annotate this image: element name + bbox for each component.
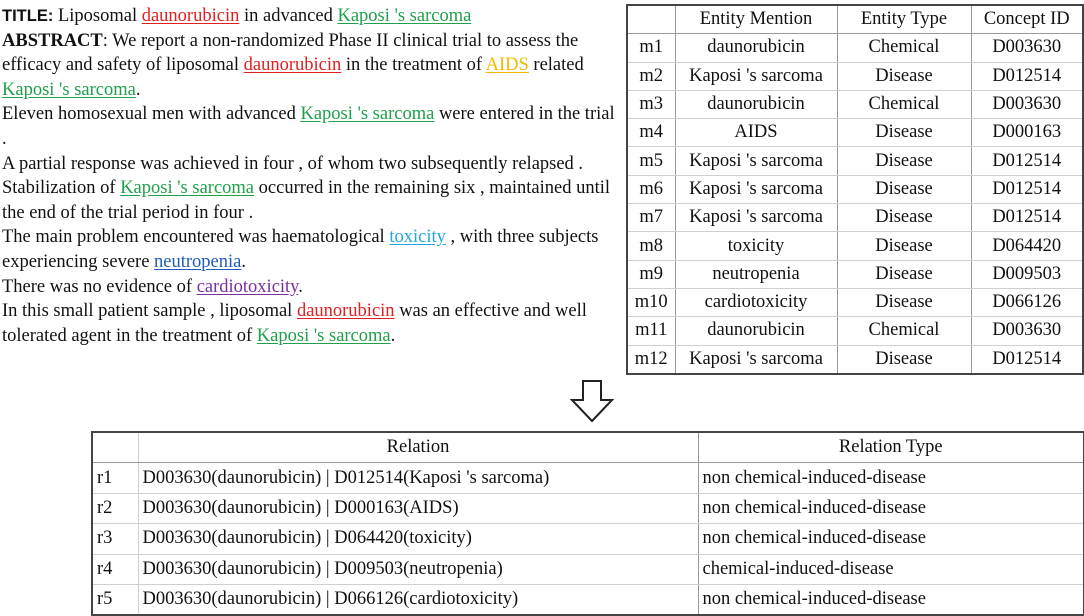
entity-row-type: Disease [837,147,971,175]
entity-row-index: m2 [627,62,675,90]
sentence-text: in the treatment of [341,55,486,76]
entity-table-row [627,232,1083,260]
relation-row-relation: D003630(daunorubicin) | D000163(AIDS) [138,493,698,523]
entity-row-mention: daunorubicin [675,34,837,62]
entity-row-concept-id: D012514 [971,62,1083,90]
entity-row-type: Disease [837,288,971,316]
relation-header-type: Relation Type [698,432,1084,463]
entity-row-concept-id: D066126 [971,288,1083,316]
entity-row-concept-id: D009503 [971,260,1083,288]
entity-toxicity: toxicity [389,227,446,248]
entity-header-index [627,5,675,34]
abstract-sentence-3: A partial response was achieved in four , of whom two subsequently relapsed . [2,153,584,174]
sentence-text: were entered in the trial . [2,104,615,149]
entity-row-concept-id: D003630 [971,317,1083,345]
relation-row-relation: D003630(daunorubicin) | D009503(neutropenia) [138,554,698,584]
relation-row-type: non chemical-induced-disease [698,463,1084,493]
sentence-text: There was no evidence of [2,276,197,297]
sentence-text: . [241,251,246,272]
abstract-label: ABSTRACT [2,30,103,51]
sentence-text: Eleven homosexual men with advanced [2,104,301,125]
entity-row-type: Disease [837,62,971,90]
relation-row-index: r1 [92,463,138,493]
entity-table-row [627,147,1083,175]
sentence-text: . [298,276,303,297]
entity-row-concept-id: D003630 [971,34,1083,62]
entity-row-concept-id: D000163 [971,119,1083,147]
sentence-text: The main problem encountered was haematological [2,227,390,248]
entity-row-type: Disease [837,232,971,260]
relation-table-row [92,524,1084,554]
entity-aids: AIDS [485,55,529,76]
relation-row-relation: D003630(daunorubicin) | D066126(cardiotoxicity) [138,584,698,615]
entity-daunorubicin: daunorubicin [141,6,240,26]
entity-table-row [627,317,1083,345]
entity-row-type: Disease [837,345,971,374]
sentence-text: . [135,79,141,100]
title-text: Liposomal [53,6,142,26]
down-arrow-icon [570,379,614,423]
entity-row-concept-id: D012514 [992,348,1062,369]
entity-row-type: Chemical [837,317,971,345]
relation-row-type: non chemical-induced-disease [702,589,926,610]
abstract-text-block [2,4,620,348]
entity-row-index: m3 [627,90,675,118]
entity-row-type: Disease [837,204,971,232]
entity-row-index: m9 [627,260,675,288]
entity-row-concept-id: D064420 [971,232,1083,260]
entity-row-concept-id: D012514 [971,147,1083,175]
entity-row-index: m8 [627,232,675,260]
entity-daunorubicin: daunorubicin [243,55,342,76]
entity-row-mention: daunorubicin [675,317,837,345]
entity-row-index: m4 [627,119,675,147]
relation-row-index: r5 [92,584,138,615]
relation-header-relation: Relation [138,432,698,463]
entity-kaposi-sarcoma: Kaposi 's sarcoma [300,104,435,125]
entity-kaposi-sarcoma: Kaposi 's sarcoma [120,178,255,199]
entity-row-index: m6 [627,175,675,203]
relation-row-type: non chemical-induced-disease [698,524,1084,554]
entity-row-mention: neutropenia [675,260,837,288]
entity-table-row [627,345,1083,374]
entity-row-mention: Kaposi 's sarcoma [675,204,837,232]
entity-cardiotoxicity: cardiotoxicity [196,276,299,297]
entity-row-type: Disease [837,260,971,288]
relation-table [91,431,1084,616]
sentence-text: occurred in the remaining six , maintained until the end of the trial period in four . [2,178,611,223]
entity-row-concept-id: D003630 [971,90,1083,118]
entity-table-row [627,288,1083,316]
relation-row-index: r4 [92,554,138,584]
entity-header-mention: Entity Mention [675,5,837,34]
entity-row-mention: toxicity [675,232,837,260]
relation-row-relation: D003630(daunorubicin) | D012514(Kaposi 's sarcoma) [138,463,698,493]
entity-row-index: m7 [627,204,675,232]
entity-row-type: Chemical [837,34,971,62]
title-label: TITLE: [2,7,54,25]
relation-row-relation: D003630(daunorubicin) | D064420(toxicity) [138,524,698,554]
entity-row-concept-id: D012514 [971,204,1083,232]
entity-table-row [627,204,1083,232]
sentence-text: : We report a non-randomized Phase II clinical trial to assess the efficacy and safety of liposomal [2,30,579,76]
entity-row-mention: Kaposi 's sarcoma [675,345,837,374]
sentence-text: . [390,325,396,346]
sentence-text: In this small patient sample , liposomal [2,301,297,322]
entity-table-row [627,62,1083,90]
title-line [2,4,620,29]
entity-row-mention: daunorubicin [675,90,837,118]
entity-row-mention: cardiotoxicity [675,288,837,316]
relation-row-type: chemical-induced-disease [698,554,1084,584]
entity-table-header-row [627,5,1083,34]
entity-row-type: Chemical [837,90,971,118]
sentence-text: related [528,55,584,76]
entity-row-mention: AIDS [675,119,837,147]
entity-daunorubicin: daunorubicin [296,301,395,322]
entity-table-row [627,119,1083,147]
relation-row-index: r3 [92,524,138,554]
entity-table-row [627,90,1083,118]
relation-table-header-row [92,432,1084,463]
sentence-text: Stabilization of [2,178,121,199]
entity-row-index: m12 [627,345,675,374]
entity-row-index: m10 [627,288,675,316]
entity-row-mention: Kaposi 's sarcoma [675,175,837,203]
relation-table-row [92,493,1084,523]
entity-header-type: Entity Type [837,5,971,34]
abstract-sentence-2 [2,102,620,151]
relation-table-row [92,584,1084,615]
relation-header-index [92,432,138,463]
title-text: in advanced [239,6,338,26]
entity-table-row [627,260,1083,288]
relation-table-row [92,463,1084,493]
entity-row-index: m5 [627,147,675,175]
abstract-sentence-4 [2,176,620,225]
entity-row-mention: Kaposi 's sarcoma [675,62,837,90]
abstract-sentence-5 [2,225,620,274]
entity-kaposi-sarcoma: Kaposi 's sarcoma [256,325,391,346]
entity-header-concept-id: Concept ID [971,5,1083,34]
abstract-sentence-6 [2,275,620,300]
entity-table-row [627,34,1083,62]
entity-table [626,4,1084,375]
entity-kaposi-sarcoma: Kaposi 's sarcoma [337,6,472,26]
relation-row-index: r2 [92,493,138,523]
entity-table-row [627,175,1083,203]
abstract-sentence-1 [2,29,620,103]
entity-kaposi-sarcoma: Kaposi 's sarcoma [2,79,136,100]
entity-neutropenia: neutropenia [154,251,242,272]
sentence-text: , with three subjects experiencing severe [2,227,599,272]
entity-row-type: Disease [837,175,971,203]
entity-row-index: m1 [627,34,675,62]
entity-row-type: Disease [837,119,971,147]
relation-table-row [92,554,1084,584]
entity-row-mention: Kaposi 's sarcoma [675,147,837,175]
abstract-sentence-7 [2,299,620,348]
entity-row-index: m11 [627,317,675,345]
relation-row-type: non chemical-induced-disease [698,493,1084,523]
sentence-text: was an effective and well tolerated agent in the treatment of [2,301,587,346]
entity-row-concept-id: D012514 [971,175,1083,203]
